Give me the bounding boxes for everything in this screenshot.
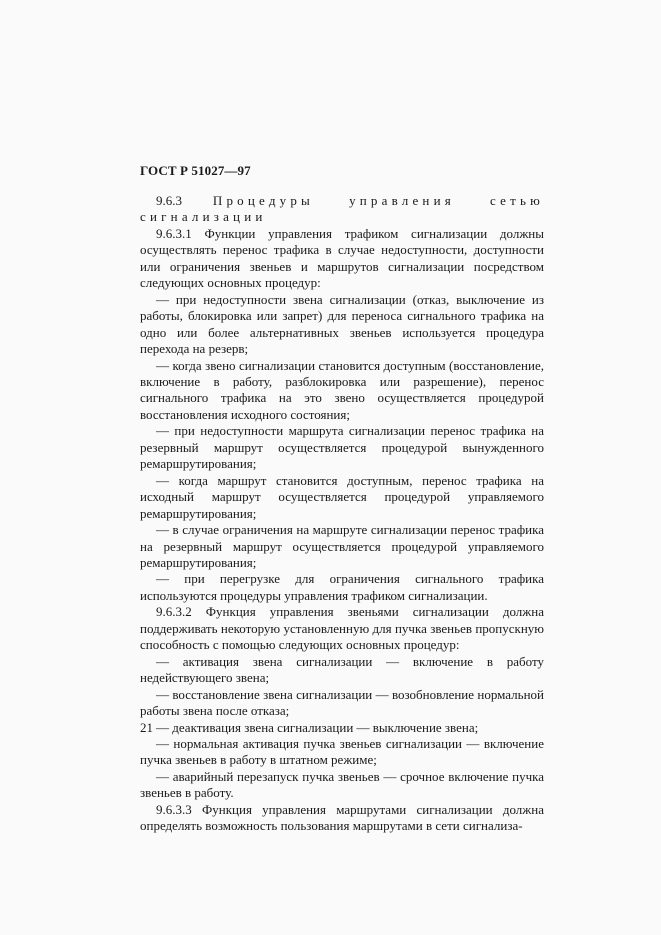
paragraph: — деактивация звена сигнализации — выключение звена; <box>156 719 479 735</box>
section-title: Процедуры управления сетью сигнализации <box>140 193 545 225</box>
paragraph: — в случае ограничения на маршруте сигнализации перенос трафика на резервный маршрут осуществляется процедурой управляемого ремаршрутирования; <box>140 522 544 570</box>
paragraph: 9.6.3.2 Функция управления звеньями сигнализации должна поддерживать некоторую установленную для пучка звеньев пропускную способность с помощью следующих основных процедур: <box>140 604 544 653</box>
paragraph: — при перегрузке для ограничения сигнального трафика используются процедуры управления трафиком сигнализации. <box>140 571 544 603</box>
document-header: ГОСТ Р 51027—97 <box>140 163 251 178</box>
page-number: 21 <box>140 720 153 735</box>
paragraph: — когда звено сигнализации становится доступным (восстановление, включение в работу, разблокировка или разрешение), перенос сигнального трафика на это звено осуществляется процедурой восстановления исходного состояния; <box>140 357 544 422</box>
paragraph: — при недоступности маршрута сигнализации перенос трафика на резервный маршрут осуществляется процедурой вынужденного ремаршрутирования; <box>140 423 544 472</box>
section-number: 9.6.3 <box>156 193 182 208</box>
paragraph: — аварийный перезапуск пучка звеньев — срочное включение пучка звеньев в работу. <box>140 768 544 801</box>
paragraph: — восстановление звена сигнализации — возобновление нормальной работы звена после отказа; <box>140 686 544 719</box>
document-body <box>140 193 544 835</box>
paragraph: 9.6.3.1 Функции управления трафиком сигнализации должны осуществлять перенос трафика в случае недоступности, доступности или ограничения звеньев и маршрутов сигнализации посредством следующих основных процедур: <box>140 225 544 291</box>
section-heading <box>140 193 544 226</box>
paragraph: 9.6.3.3 Функция управления маршрутами сигнализации должна определять возможность пользования маршрутами в сети сигнализа- <box>140 801 544 834</box>
paragraph: — когда маршрут становится доступным, перенос трафика на исходный маршрут осуществляется процедурой управляемого ремаршрутирования; <box>140 472 544 521</box>
paragraph: — активация звена сигнализации — включение в работу недействующего звена; <box>140 653 544 686</box>
paragraph: — нормальная активация пучка звеньев сигнализации — включение пучка звеньев в работу в штатном режиме; <box>140 735 544 768</box>
paragraph: — при недоступности звена сигнализации (отказ, выключение из работы, блокировка или запрет) для переноса сигнального трафика на одно или более альтернативных звеньев используется процедура перехода на резерв; <box>140 291 544 357</box>
